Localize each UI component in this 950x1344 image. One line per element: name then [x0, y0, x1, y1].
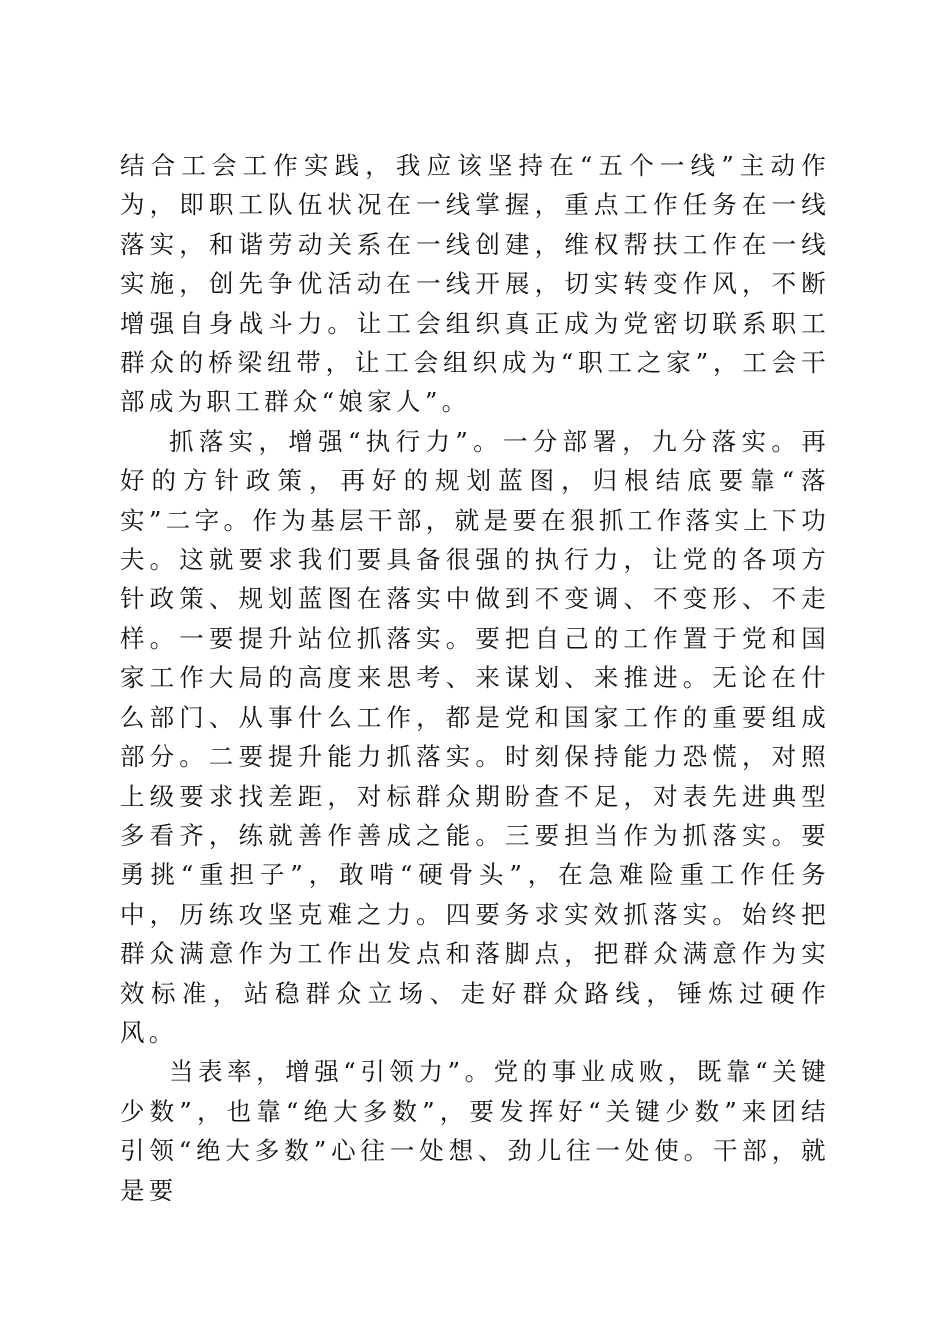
paragraph-union-work: 结合工会工作实践，我应该坚持在“五个一线”主动作为，即职工队伍状况在一线掌握，重点工作任务在一线落实，和谐劳动关系在一线创建，维权帮扶工作在一线实施，创先争优活动在一线开展，切实转变作风，不断增强自身战斗力。让工会组织真正成为党密切联系职工群众的桥梁纽带，让工会组织成为“职工之家”，工会干部成为职工群众“娘家人”。 — [120, 151, 830, 417]
paragraph-execution: 抓落实，增强“执行力”。一分部署，九分落实。再好的方针政策，再好的规划蓝图，归根结底要靠“落实”二字。作为基层干部，就是要在狠抓工作落实上下功夫。这就要求我们要具备很强的执行力，让党的各项方针政策、规划蓝图在落实中做到不变调、不变形、不走样。一要提升站位抓落实。要把自己的工作置于党和国家工作大局的高度来思考、来谋划、来推进。无论在什么部门、从事什么工作，都是党和国家工作的重要组成部分。二要提升能力抓落实。时刻保持能力恐慌，对照上级要求找差距，对标群众期盼查不足，对表先进典型多看齐，练就善作善成之能。三要担当作为抓落实。要勇挑“重担子”，敢啃“硬骨头”，在急难险重工作任务中，历练攻坚克难之力。四要务求实效抓落实。始终把群众满意作为工作出发点和落脚点，把群众满意作为实效标准，站稳群众立场、走好群众路线，锤炼过硬作风。 — [120, 426, 830, 1047]
paragraph-leadership: 当表率，增强“引领力”。党的事业成败，既靠“关键少数”，也靠“绝大多数”，要发挥好“关键少数”来团结引领“绝大多数”心往一处想、劲儿往一处使。干部，就是要 — [120, 1057, 830, 1205]
document-page — [120, 146, 830, 1210]
